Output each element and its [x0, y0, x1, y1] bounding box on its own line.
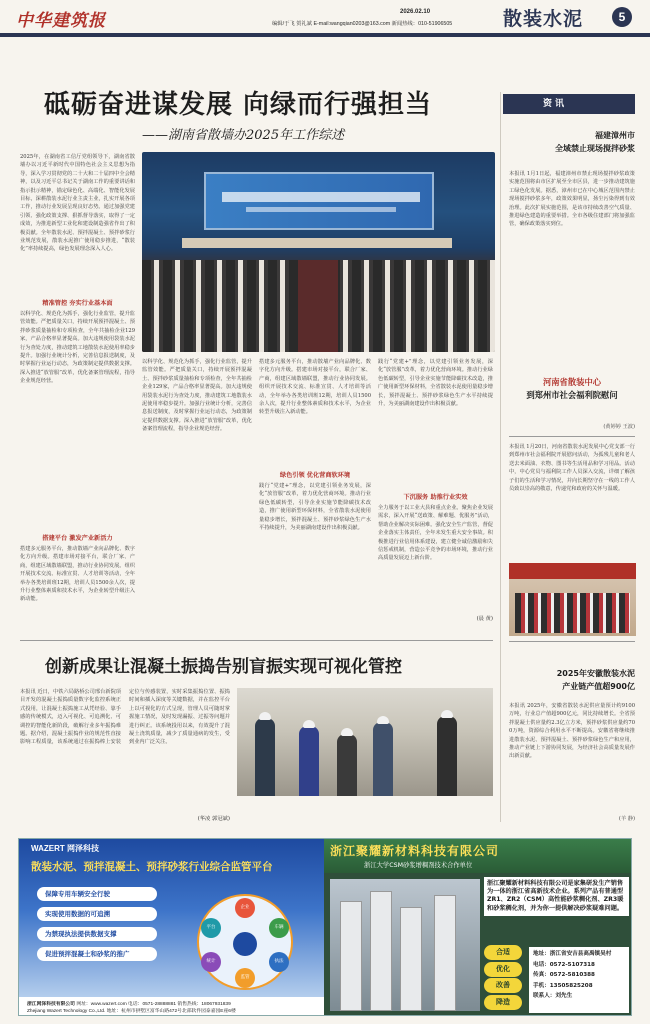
diagram-node-1: 企业	[235, 898, 255, 918]
lead-section-title-1: 精准管控 夯实行业基本面	[42, 300, 113, 307]
diagram-node-5: 统计	[201, 952, 221, 972]
juyao-address: 地址：浙江省安吉县高禹镇吴村	[533, 951, 612, 957]
header-rule	[0, 33, 650, 37]
wazert-slogan: 散装水泥、预拌混凝土、预拌砂浆行业综合监管平台	[31, 861, 273, 873]
construction-site-photo	[237, 688, 493, 796]
juyao-contact	[529, 947, 629, 1013]
juyao-company-title: 浙江聚耀新材料科技有限公司	[330, 844, 500, 858]
lead-section-text-4: 全力服务于以工业大县和重点企业。聚焦企业发展需求，深入开展“送政策、解难题、优服务”活动，帮助企业解决实际困难。强化安全生产监管，督促企业落实主体责任，全年未发生重大安全事故。积极推进行业信用体系建设，建立健全诚信激励和失信惩戒机制，营造公平竞争的市场环境，推动行业高质量发展迈上新台阶。	[378, 505, 493, 562]
wazert-address: 地址：杭州市拱墅区富华山路472号北部软件园泰嘉园E座6楼	[106, 1009, 236, 1014]
editor-info: 编辑/于飞 贺礼斌 E-mail:wangqian0203@163.com 新闻热线：010-51906505	[272, 21, 453, 27]
issue-date: 2026.02.10	[400, 9, 431, 15]
juyao-phone: 电话：0572-5107318	[533, 961, 595, 968]
wazert-company: 浙江网泽科技有限公司	[27, 1002, 75, 1007]
wazert-website: 网址：www.wazert.com	[76, 1002, 127, 1007]
wazert-contact	[19, 997, 324, 1016]
juyao-contact-person: 联系人：刘先生	[533, 993, 573, 999]
diagram-node-2: 车辆	[269, 918, 289, 938]
sidebar-headline-3b: 产业链产值超900亿	[562, 682, 635, 691]
advertisement-area	[18, 838, 632, 1016]
badge-3: 改善	[484, 978, 522, 993]
wazert-phone: 电话：0571-28888881	[128, 1002, 177, 1007]
lead-continued-2: 以科学化、规范化为抓手，强化行业监管，提升监管效能。严把质量关口，持续开展预拌混凝土、预拌砂浆质量抽检和专项检查，全年共抽检企业129家，产品合格率显著提高。加大违规使用袋装水泥行为查处力度，推动建筑工地散装水泥使用率稳步提升。加强行业统计分析，完善信息报送制度，及时掌握行业运行动态，为政策制定提供数据支撑。深入推进“放管服”改革，优化备案管理流程，指导企业规范经营。	[142, 359, 252, 433]
badge-2: 优化	[484, 962, 522, 977]
lead-section-text-3: 践行“党建+”理念，以党建引领业务发展，深化“放管服”改革，着力优化营商环境。推动行业绿色低碳转型，引导企业实施节能降碳技术改造，推广使用新型环保材料，全省散装水泥使用量稳步增长，预拌混凝土、预拌砂浆绿色生产水平持续提升，为美丽湖南建设作出积极贡献。	[259, 483, 371, 532]
diagram-center	[233, 932, 257, 956]
sidebar-headline-1a: 福建漳州市	[595, 131, 635, 140]
head-table	[182, 238, 452, 248]
lead-continued-4: 践行“党建+”理念，以党建引领业务发展，深化“放管服”改革，着力优化营商环境。推动行业绿色低碳转型，引导企业实施节能降碳技术改造，推广使用新型环保材料，全省散装水泥使用量稳步增长，预拌混凝土、预拌砂浆绿色生产水平持续提升，为美丽湖南建设作出积极贡献。	[378, 359, 493, 408]
sidebar-headline-2b: 到郑州市社会福利院慰问	[526, 390, 618, 400]
juyao-ad	[324, 839, 632, 1016]
lead-section-text-1: 以科学化、规范化为抓手，强化行业监管，提升监管效能。严把质量关口，持续开展预拌混凝土、预拌砂浆质量抽检和专项检查，全年共抽检企业129家，产品合格率显著提高。加大违规使用袋装水泥行为查处力度，推动建筑工地散装水泥使用率稳步提升。加强行业统计分析，完善信息报送制度，及时掌握行业运行动态，为政策制定提供数据支撑。深入推进“放管服”改革，优化备案管理流程，指导企业规范经营。	[20, 311, 135, 385]
wazert-hotline: 销售热线：18067931839	[177, 1002, 231, 1007]
sidebar-headline-3a: 2025年安徽散装水泥	[556, 669, 635, 678]
sidebar-byline-1: (黄婷婷 王波)	[603, 424, 635, 430]
mortar-plant-photo	[330, 879, 480, 1011]
ad-feature-1: 保障专用车辆安全行驶	[37, 887, 157, 901]
lead-section-text-2: 搭建多元服务平台，推动散墙产业向品牌化、数字化方向升级。搭建市场对接平台，联合厂家、产商，组建区域散墙联盟，推动行业协同发展。组织开展技术交流、标准宣贯、人才培训等活动，全年举办各类培训班12期，培训人员1500余人次，提升行业整体素质和技术水平，为企业转型升级注入新动能。	[20, 546, 135, 603]
badge-4: 降造	[484, 995, 522, 1010]
wazert-company-en: Zhejiang Wazert Technology Co.,Ltd.	[27, 1009, 106, 1014]
wazert-logo: WAZERT 网泽科技	[31, 844, 99, 853]
ad-feature-3: 为禁现执法提供数据支撑	[37, 927, 157, 941]
diagram-node-4: 监管	[235, 968, 255, 988]
charity-visit-photo	[509, 563, 636, 636]
feature-headline: 创新成果让混凝土振捣告别盲振实现可视化管控	[45, 657, 402, 677]
platform-diagram	[197, 894, 293, 990]
lead-subheadline: ——湖南省散墙办2025年工作综述	[142, 128, 345, 143]
section-title: 散装水泥	[503, 8, 584, 30]
badge-1: 合适	[484, 945, 522, 960]
feature-text: 本报讯 近日，中铁六局路桥公司邢台新院项目开发的混凝土振捣质量数字化监控系统正式投用，让混凝土振捣施工从凭经验、靠手感的传统模式，迈入可视化、可追溯化、可调控的智能化新阶段，破解行业多年振捣难题。据介绍，混凝土振捣作业的规范性直接影响工程质量，该系统通过在振捣棒上安装定位与传感装置，实时采集振捣位置、振捣时间和插入深度等关键数据，并在监控平台上以可视化的方式呈现，管理人员可随时掌握施工情况，及时发现漏振、过振等问题并进行纠正。该系统投用以来，有效提升了混凝土浇筑质量，减少了质量通病的发生，受到业内广泛关注。	[20, 689, 230, 746]
juyao-fax: 传真：0572-5810388	[533, 972, 595, 978]
wazert-ad	[19, 839, 324, 1016]
sidebar-headline-2a: 河南省散装中心	[542, 377, 602, 387]
lead-byline: (晨 黄)	[476, 616, 493, 622]
sidebar-text-1: 本报讯 1月1日起，福建漳州市禁止现场搅拌砂浆政策实施范围将由市区扩展至全市区县，进一步推动建筑施工绿色化发展。据悉，漳州市已在中心城区范围内禁止现场搅拌砂浆多年，政策效果明显，扬尘污染得到有效治理。此次扩展实施范围，是该市持续改善空气质量、推进绿色建造的重要举措。全市各级住建部门将加强监管，确保政策落实到位。	[509, 171, 635, 228]
lead-intro: 2025年，在湖南省工信厅党组领导下，湖南省散墙办以习近平新时代中国特色社会主义思想为指导，深入学习贯彻党的二十大和二十届四中全会精神，以及习近平总书记关于湖南工作的重要讲话和指示批示精神，锚定绿色化、高端化、智能化发展目标，深耕散装水泥行业主责主业，扎实开展各项工作，推动行业发展呈现良好态势。通过加强党建引领、强化政策支撑、狠抓督导落实，取得了一定成效，为推进新型工业化和建设制造强省作出了积极贡献。全年散装水泥、预拌混凝土、预拌砂浆行业规范发展，散装水泥推广使用稳步推进，“散装化”率持续提高，绿色发展理念深入人心。	[20, 154, 135, 253]
info-label: 资讯	[503, 94, 635, 114]
juyao-badges	[484, 945, 524, 1013]
lead-continued-3: 搭建多元服务平台，推动散墙产业向品牌化、数字化方向升级。搭建市场对接平台，联合厂家、产商，组建区域散墙联盟，推动行业协同发展。组织开展技术交流、标准宣贯、人才培训等活动，全年举办各类培训班12期，培训人员1500余人次，提升行业整体素质和技术水平，为企业转型升级注入新动能。	[259, 359, 371, 416]
sidebar-text-3: 本报讯 2025年，安徽省散装水泥供应量预计约9100万吨，行业总产值超900亿元，同比持续增长。全省预拌混凝土供应量约2.3亿立方米，预拌砂浆供应量约700万吨，资源综合利用水平不断提高。安徽省将继续推进散装水泥、预拌混凝土、预拌砂浆绿色生产和应用，推动产业链上下游协同发展，为经济社会高质量发展作出新贡献。	[509, 703, 635, 760]
lead-headline: 砥砺奋进谋发展 向绿而行强担当	[44, 90, 433, 120]
lead-section-title-2: 搭建平台 激发产业新活力	[42, 535, 113, 542]
sidebar-byline-3: (羊 静)	[618, 816, 635, 822]
diagram-node-6: 平台	[201, 918, 221, 938]
sidebar-headline-1b: 全域禁止现场搅拌砂浆	[555, 144, 635, 153]
stage-screen	[204, 172, 434, 230]
juyao-mobile: 手机：13505825208	[533, 982, 593, 989]
feature-byline: (华凌 郭冠斌)	[197, 816, 230, 822]
ad-feature-4: 促进预拌混凝土和砂浆的推广	[37, 947, 157, 961]
page-number: 5	[612, 7, 632, 27]
masthead-logo: 中华建筑报	[16, 11, 106, 31]
diagram-node-3: 执法	[269, 952, 289, 972]
lead-section-title-3: 绿色引领 优化营商软环境	[279, 472, 351, 479]
ad-feature-2: 实现使用数据的可追溯	[37, 907, 157, 921]
aisle	[298, 260, 338, 352]
sidebar-text-2: 本报讯 1月20日，河南省散装水泥发展中心党支部一行到郑州市社会福利院开展慰问活动，为孤残儿童和老人送去米面油、衣物、图书等生活用品和学习用品。活动中，中心党员与福利院工作人员深入交流，详细了解孩子们的生活和学习情况，并向长期坚守在一线的工作人员致以崇高的敬意，传递党和政府的关怀与温暖。	[509, 444, 635, 493]
juyao-subtitle: 浙江大学CSM砂浆增稠剂技术合作单位	[364, 862, 473, 869]
juyao-description: 浙江聚耀新材料科技有限公司是家集研发生产销售为一体的浙江省高新技术企业。系列产品有普通型ZR1、ZR2（CSM）高性能砂浆稠化剂、ZR3暖和砂浆稠化剂，并为你一提供解决砂浆疑难问题。	[484, 877, 629, 916]
meeting-photo	[142, 152, 495, 352]
lead-section-title-4: 下沉服务 助推行业实效	[403, 494, 468, 501]
